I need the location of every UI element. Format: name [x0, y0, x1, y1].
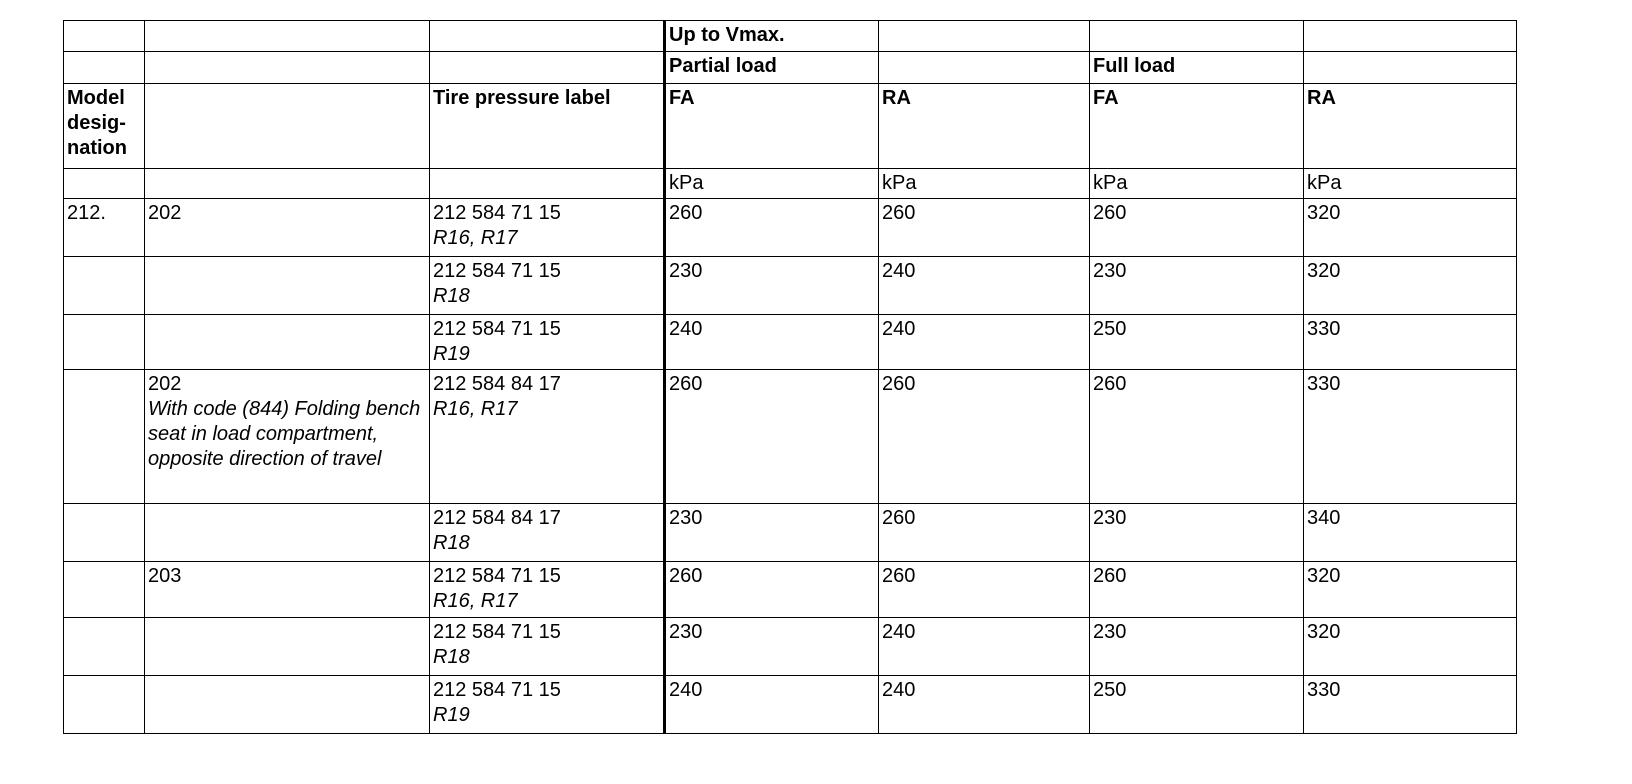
model-cell	[64, 618, 145, 676]
label-cell	[430, 562, 665, 618]
label-cell	[430, 676, 665, 734]
header-cell-empty	[1304, 21, 1517, 52]
model-cell	[64, 315, 145, 370]
ra-full-value: 340	[1304, 504, 1517, 562]
unit-fa-partial: kPa	[665, 169, 879, 199]
ra-full-value: 330	[1304, 676, 1517, 734]
header-cell-empty	[64, 52, 145, 84]
fa-full-value: 230	[1090, 618, 1304, 676]
label-cell	[430, 315, 665, 370]
ra-partial-value: 240	[879, 618, 1090, 676]
header-partial-load: Partial load	[665, 52, 879, 84]
tire-sizes: R16, R17	[433, 227, 518, 249]
table-row	[64, 370, 1517, 504]
variant-note: With code (844) Folding bench seat in load compartment, opposite direction of travel	[148, 398, 421, 470]
tire-sizes: R19	[433, 343, 470, 365]
variant-cell	[145, 676, 430, 734]
label-number: 212 584 84 17	[433, 507, 561, 529]
tire-sizes: R18	[433, 285, 470, 307]
table-row	[64, 676, 1517, 734]
label-number: 212 584 71 15	[433, 318, 561, 340]
header-cell-empty	[430, 52, 665, 84]
header-row-load	[64, 52, 1517, 84]
ra-partial-value: 260	[879, 504, 1090, 562]
model-cell	[64, 504, 145, 562]
variant-cell	[145, 618, 430, 676]
label-cell	[430, 618, 665, 676]
unit-fa-full: kPa	[1090, 169, 1304, 199]
fa-full-value: 260	[1090, 562, 1304, 618]
label-number: 212 584 71 15	[433, 260, 561, 282]
variant-code: 202	[148, 373, 182, 395]
label-number: 212 584 71 15	[433, 679, 561, 701]
header-fa-partial: FA	[665, 84, 879, 169]
ra-partial-value: 240	[879, 315, 1090, 370]
table-row	[64, 315, 1517, 370]
ra-partial-value: 240	[879, 257, 1090, 315]
fa-full-value: 230	[1090, 504, 1304, 562]
fa-partial-value: 240	[665, 676, 879, 734]
ra-partial-value: 260	[879, 370, 1090, 504]
fa-partial-value: 260	[665, 199, 879, 257]
ra-full-value: 320	[1304, 257, 1517, 315]
fa-full-value: 260	[1090, 199, 1304, 257]
fa-full-value: 260	[1090, 370, 1304, 504]
label-cell	[430, 370, 665, 504]
header-cell-empty	[879, 52, 1090, 84]
header-cell-empty	[64, 169, 145, 199]
header-row-units	[64, 169, 1517, 199]
header-cell-empty	[145, 21, 430, 52]
variant-cell	[145, 370, 430, 504]
header-full-load: Full load	[1090, 52, 1304, 84]
header-ra-partial: RA	[879, 84, 1090, 169]
header-cell-empty	[145, 52, 430, 84]
table-row	[64, 257, 1517, 315]
fa-partial-value: 230	[665, 257, 879, 315]
ra-full-value: 330	[1304, 370, 1517, 504]
fa-partial-value: 260	[665, 562, 879, 618]
fa-full-value: 250	[1090, 315, 1304, 370]
label-number: 212 584 71 15	[433, 621, 561, 643]
unit-ra-partial: kPa	[879, 169, 1090, 199]
header-cell-empty	[430, 169, 665, 199]
fa-full-value: 250	[1090, 676, 1304, 734]
header-row-speed	[64, 21, 1517, 52]
ra-full-value: 320	[1304, 562, 1517, 618]
header-cell-empty	[64, 21, 145, 52]
label-cell	[430, 199, 665, 257]
fa-partial-value: 230	[665, 618, 879, 676]
header-cell-empty	[1304, 52, 1517, 84]
variant-code: 202	[148, 202, 182, 224]
table-row	[64, 618, 1517, 676]
ra-full-value: 320	[1304, 199, 1517, 257]
header-cell-empty	[1090, 21, 1304, 52]
unit-ra-full: kPa	[1304, 169, 1517, 199]
variant-cell	[145, 562, 430, 618]
variant-code: 203	[148, 565, 182, 587]
label-number: 212 584 71 15	[433, 565, 561, 587]
fa-partial-value: 260	[665, 370, 879, 504]
label-cell	[430, 504, 665, 562]
fa-partial-value: 230	[665, 504, 879, 562]
header-cell-empty	[430, 21, 665, 52]
header-ra-full: RA	[1304, 84, 1517, 169]
header-fa-full: FA	[1090, 84, 1304, 169]
tire-pressure-table	[63, 20, 1517, 734]
header-up-to-vmax: Up to Vmax.	[665, 21, 879, 52]
ra-full-value: 330	[1304, 315, 1517, 370]
ra-partial-value: 260	[879, 562, 1090, 618]
tire-sizes: R18	[433, 532, 470, 554]
header-row-columns	[64, 84, 1517, 169]
header-tire-pressure-label: Tire pressure label	[430, 84, 665, 169]
tire-sizes: R18	[433, 646, 470, 668]
table-row	[64, 199, 1517, 257]
fa-full-value: 230	[1090, 257, 1304, 315]
variant-cell	[145, 315, 430, 370]
model-cell	[64, 676, 145, 734]
variant-cell	[145, 504, 430, 562]
table-row	[64, 504, 1517, 562]
model-cell	[64, 370, 145, 504]
ra-partial-value: 260	[879, 199, 1090, 257]
model-cell: 212.	[64, 199, 145, 257]
tire-sizes: R16, R17	[433, 590, 518, 612]
variant-cell	[145, 257, 430, 315]
ra-partial-value: 240	[879, 676, 1090, 734]
model-cell	[64, 562, 145, 618]
ra-full-value: 320	[1304, 618, 1517, 676]
header-model-designation: Model desig- nation	[64, 84, 145, 169]
tire-sizes: R19	[433, 704, 470, 726]
variant-cell	[145, 199, 430, 257]
label-cell	[430, 257, 665, 315]
table-row	[64, 562, 1517, 618]
label-number: 212 584 71 15	[433, 202, 561, 224]
fa-partial-value: 240	[665, 315, 879, 370]
tire-sizes: R16, R17	[433, 398, 518, 420]
model-cell	[64, 257, 145, 315]
header-cell-empty	[879, 21, 1090, 52]
header-cell-empty	[145, 169, 430, 199]
label-number: 212 584 84 17	[433, 373, 561, 395]
header-cell-empty	[145, 84, 430, 169]
